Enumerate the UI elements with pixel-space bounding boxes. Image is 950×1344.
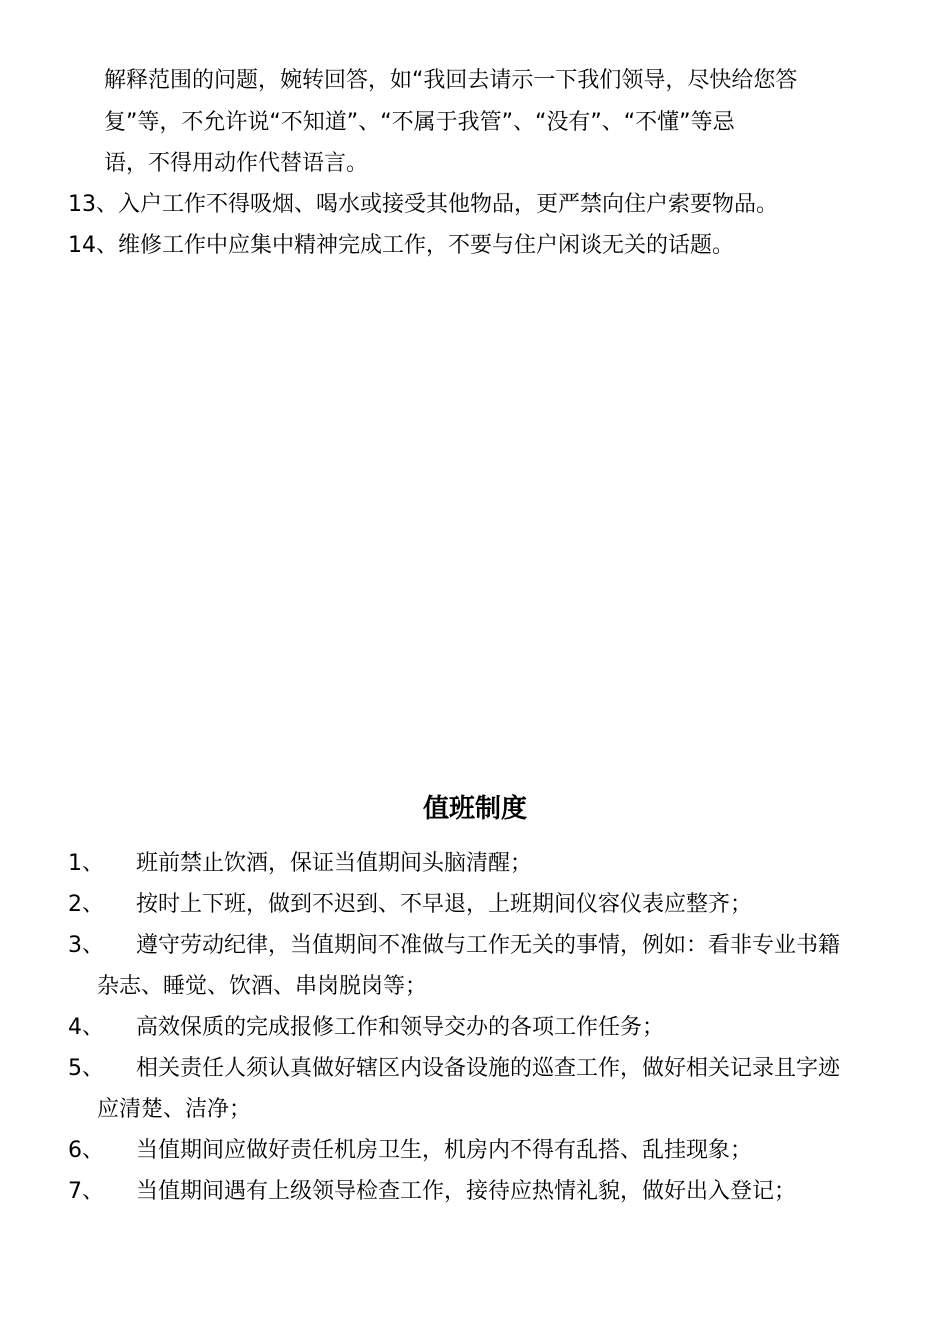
item-13: 13、入户工作不得吸烟、喝水或接受其他物品，更严禁向住户索要物品。: [68, 192, 778, 217]
item-text: 班前禁止饮酒，保证当值期间头脑清醒；: [136, 851, 533, 876]
item-12-line-2: 复”等，不允许说“不知道”、“不属于我管”、“没有”、“不懂”等忌: [104, 110, 735, 135]
item-text: 遵守劳动纪律，当值期间不准做与工作无关的事情，例如：看非专业书籍: [136, 933, 841, 958]
item-text-continuation: 杂志、睡觉、饮酒、串岗脱岗等；: [97, 974, 428, 999]
item-number: 2、: [68, 892, 104, 917]
item-text: 高效保质的完成报修工作和领导交办的各项工作任务；: [136, 1015, 665, 1040]
item-text: 当值期间应做好责任机房卫生，机房内不得有乱搭、乱挂现象；: [136, 1138, 753, 1163]
item-number: 3、: [68, 933, 104, 958]
item-number: 7、: [68, 1179, 104, 1204]
item-12-line-3: 语，不得用动作代替语言。: [104, 151, 369, 176]
item-text: 按时上下班，做到不迟到、不早退，上班期间仪容仪表应整齐；: [136, 892, 753, 917]
item-12-line-1: 解释范围的问题，婉转回答，如“我回去请示一下我们领导，尽快给您答: [104, 68, 798, 93]
item-14: 14、维修工作中应集中精神完成工作，不要与住户闲谈无关的话题。: [68, 233, 734, 258]
item-number: 4、: [68, 1015, 104, 1040]
item-number: 5、: [68, 1056, 104, 1081]
item-text: 当值期间遇有上级领导检查工作，接待应热情礼貌，做好出入登记；: [136, 1179, 797, 1204]
item-text: 相关责任人须认真做好辖区内设备设施的巡查工作，做好相关记录且字迹: [136, 1056, 841, 1081]
item-number: 6、: [68, 1138, 104, 1163]
item-text-continuation: 应清楚、洁净；: [97, 1097, 252, 1122]
section-title: 值班制度: [422, 794, 527, 824]
item-number: 1、: [68, 851, 104, 876]
